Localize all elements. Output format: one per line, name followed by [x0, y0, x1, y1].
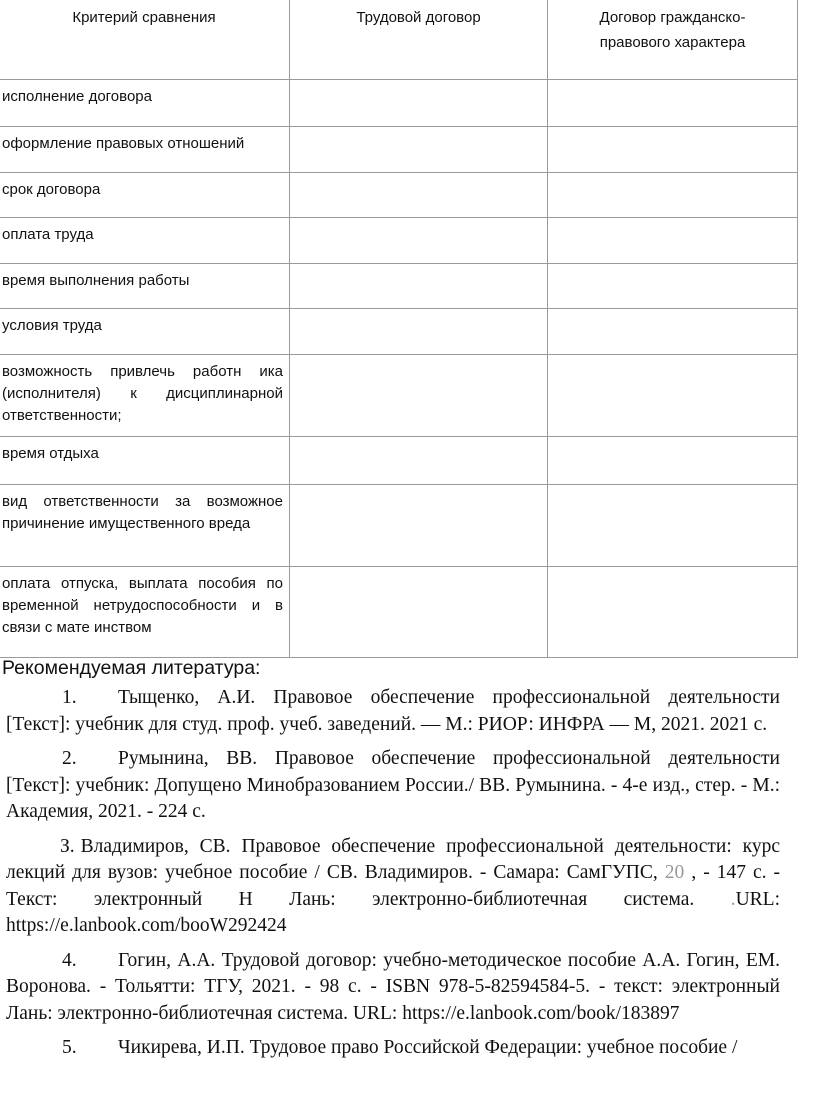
reference-number: 2. [62, 748, 77, 769]
labor-contract-cell [290, 80, 548, 127]
header-criterion: Критерий сравнения [0, 0, 290, 80]
civil-contract-cell [548, 80, 798, 127]
table-row [0, 80, 798, 127]
table-row [0, 485, 798, 567]
header-labor-contract: Трудовой договор [290, 0, 548, 80]
civil-contract-cell [548, 218, 798, 264]
reference-item [6, 1035, 780, 1062]
labor-contract-cell [290, 264, 548, 309]
reference-item [6, 948, 780, 1028]
reference-number: 1. [62, 687, 77, 708]
reference-faded-text: 20 [664, 862, 685, 883]
table-header-row [0, 0, 798, 80]
criterion-cell: оформление правовых отношений [0, 127, 290, 173]
criterion-cell: время выполнения работы [0, 264, 290, 309]
reference-url[interactable]: URL: https://e.lanbook.com/booW292424 [6, 888, 780, 936]
header-civil-contract: Договор гражданско-правового характера [548, 0, 798, 80]
civil-contract-cell [548, 309, 798, 355]
reference-number: 4. [62, 949, 77, 971]
reference-text-continued: , - 147 с. - Текст: электронный Н Лань: электронно-библиотечная система. [6, 862, 781, 910]
table-row [0, 264, 798, 309]
labor-contract-cell [290, 355, 548, 437]
labor-contract-cell [290, 309, 548, 355]
literature-heading: Рекомендуемая литература: [2, 657, 261, 679]
reference-faded-mark: . [730, 888, 736, 910]
criterion-cell: возможность привлечь работн ика (исполнителя) к дисциплинарной ответственности; [0, 355, 290, 437]
civil-contract-cell [548, 264, 798, 309]
criterion-cell: условия труда [0, 309, 290, 355]
reference-text: Чикирева, И.П. Трудовое право Российской Федерации: учебное пособие / [118, 1037, 738, 1058]
criterion-cell: исполнение договора [0, 80, 290, 127]
criterion-cell: вид ответственности за возможное причинение имущественного вреда [0, 485, 290, 567]
table-row [0, 309, 798, 355]
table-row [0, 127, 798, 173]
table-row [0, 567, 798, 658]
reference-text: Гогин, А.А. Трудовой договор: учебно-методическое пособие А.А. Гогин, ЕМ. Воронова. - Тольятти: ТГУ, 2021. - 98 с. - ISBN 978-5-82594584-5. - текст: электронный Лань: электронно-библиотечная система. URL: https://e.lanbook.com/book/183897 [6, 949, 780, 1024]
criterion-cell: оплата труда [0, 218, 290, 264]
civil-contract-cell [548, 127, 798, 173]
labor-contract-cell [290, 437, 548, 485]
table-row [0, 218, 798, 264]
civil-contract-cell [548, 355, 798, 437]
labor-contract-cell [290, 218, 548, 264]
reference-text: Тыщенко, А.И. Правовое обеспечение профессиональной деятельности [Текст]: учебник для студ. проф. учеб. заведений. — М.: РИОР: ИНФРА — М, 2021. 2021 с. [6, 687, 780, 735]
civil-contract-cell [548, 437, 798, 485]
criterion-cell: оплата отпуска, выплата пособия по временной нетрудоспособности и в связи с мате инством [0, 567, 290, 658]
criterion-cell: срок договора [0, 173, 290, 218]
reference-item [6, 746, 780, 826]
table-row [0, 173, 798, 218]
labor-contract-cell [290, 485, 548, 567]
reference-item [6, 685, 780, 738]
reference-number: 5. [62, 1037, 77, 1058]
criterion-cell: время отдыха [0, 437, 290, 485]
reference-number: З. [60, 835, 75, 857]
reference-item [6, 834, 780, 940]
reference-text: Румынина, ВВ. Правовое обеспечение профессиональной деятельности [Текст]: учебник: Допущено Минобразованием России./ ВВ. Румынина. - 4-е изд., стер. - М.: Академия, 2021. - 224 с. [6, 748, 780, 822]
civil-contract-cell [548, 173, 798, 218]
table-row [0, 437, 798, 485]
civil-contract-cell [548, 567, 798, 658]
table-row [0, 355, 798, 437]
reference-text: Владимиров, СВ. Правовое обеспечение профессиональной деятельности: курс лекций для вузов: учебное пособие / СВ. Владимиров. - Самара: СамГУПС, [6, 835, 780, 883]
labor-contract-cell [290, 567, 548, 658]
civil-contract-cell [548, 485, 798, 567]
literature-section [0, 655, 780, 1070]
labor-contract-cell [290, 127, 548, 173]
labor-contract-cell [290, 173, 548, 218]
